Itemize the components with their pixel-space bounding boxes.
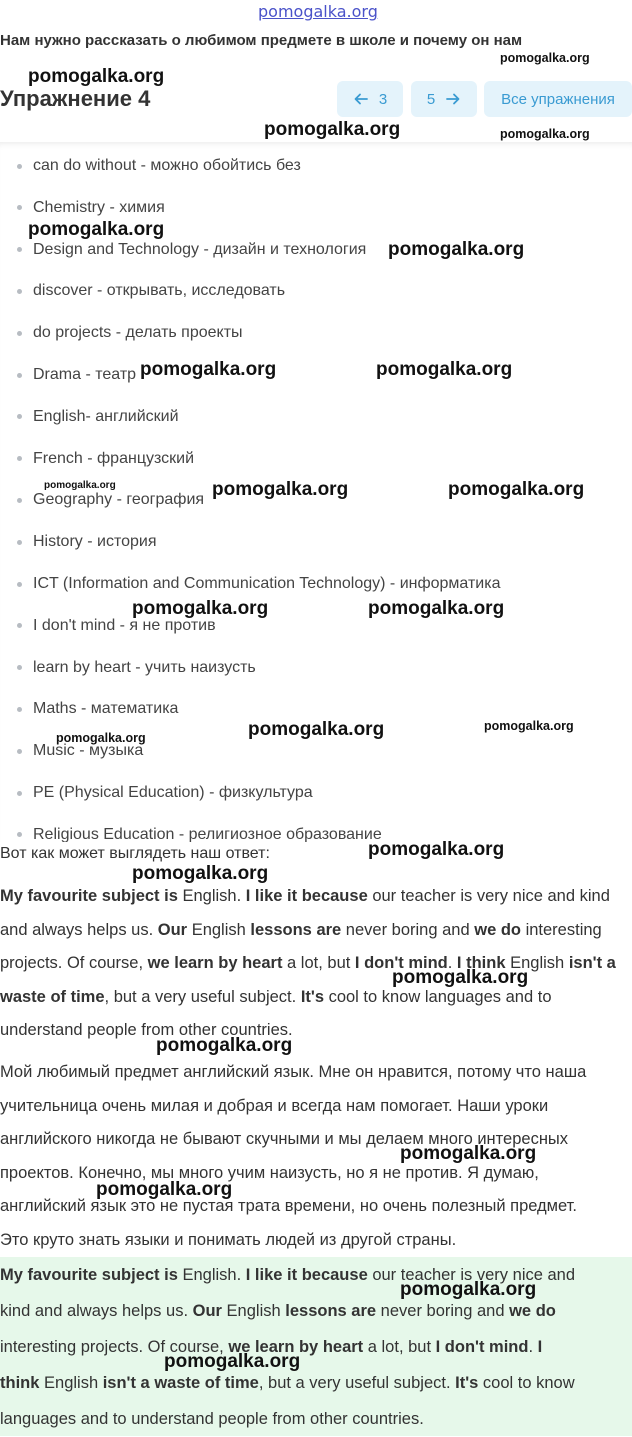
paragraph-line: английского никогда не бывают скучными и мы делаем много интересных [0,1130,569,1148]
arrow-right-icon [445,91,461,107]
watermark: pomogalka.org [400,1143,537,1164]
text-run: a lot, but [282,954,355,972]
vocabulary-text: Design and Technology - дизайн и технология [33,240,367,258]
prev-exercise-label: 3 [378,90,388,108]
text-run: languages and to understand people from other countries. [0,1410,424,1428]
key-phrase: I [537,1338,543,1356]
bullet-icon [17,498,22,503]
key-phrase: isn't a [568,954,616,972]
vocabulary-text: Religious Education - религиозное образование [33,825,382,842]
vocabulary-item [0,772,313,814]
watermark: pomogalka.org [28,66,165,87]
paragraph-line [0,1401,632,1437]
bullet-icon [17,247,22,252]
paragraph-line [0,1329,632,1365]
watermark: pomogalka.org [44,480,116,491]
bullet-icon [17,791,22,796]
text-run: never boring and [341,920,475,939]
bullet-icon [17,205,22,210]
exercise-title: Упражнение 4 [0,86,151,111]
key-phrase: I like it because [245,1266,368,1284]
text-run: English. [177,1266,246,1284]
key-phrase: we do [509,1302,556,1320]
bullet-icon [17,707,22,712]
bullet-icon [17,373,22,378]
bullet-icon [17,582,22,587]
key-phrase: Our [157,920,188,939]
site-logo[interactable]: pomogalka.org [258,2,378,21]
watermark: pomogalka.org [132,863,269,884]
vocabulary-text: French - французский [33,449,195,467]
paragraph-line [0,880,632,914]
paragraph-line [0,947,632,981]
key-phrase: isn't a waste of time [102,1374,259,1392]
watermark: pomogalka.org [392,967,529,988]
bullet-icon [17,414,22,419]
watermark: pomogalka.org [140,359,277,380]
paragraph-line: Мой любимый предмет английский язык. Мне он нравится, потому что наша [0,1063,587,1081]
vocabulary-text: learn by heart - учить наизусть [33,658,256,676]
key-phrase: lessons are [250,920,342,939]
text-run: . [447,954,457,972]
text-run: never boring and [376,1302,510,1320]
next-exercise-button[interactable] [411,81,477,117]
vocabulary-item [0,814,382,842]
bullet-icon [17,164,22,169]
watermark: pomogalka.org [448,479,585,500]
key-phrase: think [0,1374,40,1392]
next-exercise-label: 5 [426,90,436,108]
paragraph-line [0,1257,632,1293]
vocabulary-text: Music - музыка [33,742,144,760]
watermark: pomogalka.org [500,51,590,65]
paragraph-line: Это круто знать языки и понимать людей из другой страны. [0,1230,457,1249]
text-run: . [528,1338,538,1356]
text-run: English [505,954,569,972]
watermark: pomogalka.org [56,731,146,745]
watermark: pomogalka.org [264,119,401,140]
vocabulary-item [0,647,256,689]
text-run: understand people from other countries. [0,1021,293,1039]
vocabulary-text: Drama - театр [33,366,137,383]
key-phrase: My favourite subject is [0,887,178,905]
text-run: our teacher is very nice and kind [367,887,610,905]
watermark: pomogalka.org [28,219,165,240]
vocabulary-item [0,688,178,730]
arrow-left-icon [353,91,369,107]
answer-english [0,880,632,1048]
watermark: pomogalka.org [96,1179,233,1200]
vocabulary-item [0,145,301,187]
vocabulary-text: discover - открывать, исследовать [33,282,286,300]
bullet-icon [17,456,22,461]
vocabulary-text: PE (Physical Education) - физкультура [33,784,313,801]
key-phrase: I don't mind [435,1338,529,1356]
bullet-icon [17,331,22,336]
key-phrase: I don't mind [354,954,448,972]
bullet-icon [17,289,22,294]
watermark: pomogalka.org [484,719,574,733]
watermark: pomogalka.org [368,839,505,860]
key-phrase: we learn by heart [228,1338,364,1356]
watermark: pomogalka.org [132,598,269,619]
vocabulary-item [0,396,179,438]
bullet-icon [17,832,22,837]
prev-exercise-button[interactable] [337,81,403,117]
text-run: English. [177,887,246,905]
answer-intro: Вот как может выглядеть наш ответ: [0,845,270,862]
all-exercises-button[interactable] [484,81,632,117]
bullet-icon [17,540,22,545]
vocabulary-text: do projects - делать проекты [33,324,243,342]
text-run: a lot, but [363,1338,436,1356]
watermark: pomogalka.org [248,719,385,740]
bullet-icon [17,749,22,754]
vocabulary-item [0,354,136,396]
paragraph-line: проектов. Конечно, мы много учим наизусть, но я не против. Я думаю, [0,1163,539,1182]
text-run: English [221,1302,286,1320]
key-phrase: It's [300,987,324,1006]
key-phrase: waste of time [0,987,105,1006]
vocabulary-item [0,312,243,354]
text-run: cool to know languages and to [324,987,552,1006]
vocabulary-text: can do without - можно обойтись без [33,157,301,174]
vocabulary-item [0,521,156,563]
paragraph-line: учительница очень милая и добрая и всегда нам помогает. Наши уроки [0,1096,549,1115]
watermark: pomogalka.org [376,359,513,380]
answer-highlighted [0,1257,632,1436]
key-phrase: I think [456,954,506,972]
key-phrase: I like it because [245,887,368,905]
text-run: English [187,920,251,939]
text-run: English [39,1374,103,1392]
bullet-icon [17,665,22,670]
watermark: pomogalka.org [388,239,525,260]
paragraph-line [0,914,632,948]
key-phrase: It's [455,1374,479,1392]
text-run: cool to know [478,1374,575,1392]
key-phrase: My favourite subject is [0,1266,178,1284]
vocabulary-text: I don't mind - я не против [33,616,216,634]
key-phrase: Our [192,1302,222,1320]
vocabulary-text: Chemistry - химия [33,198,165,216]
text-run: and always helps us. [0,920,158,939]
watermark: pomogalka.org [164,1351,301,1372]
key-phrase: we do [474,920,521,939]
text-run: projects. Of course, [0,954,148,972]
text-run: our teacher is very nice and [367,1266,576,1284]
paragraph-line: английский язык это не пустая трата времени, но очень полезный предмет. [0,1197,577,1215]
key-phrase: lessons are [285,1302,377,1320]
answer-russian [0,1056,632,1257]
vocabulary-item [0,438,194,480]
text-run: kind and always helps us. [0,1302,193,1320]
vocabulary-item [0,270,285,312]
watermark: pomogalka.org [500,127,590,141]
text-run: , but a very useful subject. [258,1374,456,1392]
key-phrase: we learn by heart [147,954,283,972]
text-run: interesting projects. Of course, [0,1338,229,1356]
vocabulary-text: History - история [33,533,157,551]
watermark: pomogalka.org [156,1035,293,1056]
watermark: pomogalka.org [212,479,349,500]
vocabulary-text: ICT (Information and Communication Technology) - информатика [33,575,501,592]
paragraph-line [0,1365,632,1401]
watermark: pomogalka.org [400,1279,537,1300]
vocabulary-text: Geography - география [33,491,205,509]
paragraph-line [0,1293,632,1329]
all-exercises-label: Все упражнения [501,90,615,108]
watermark: pomogalka.org [368,598,505,619]
bullet-icon [17,623,22,628]
paragraph-line [0,981,632,1015]
text-run: interesting [521,920,602,939]
text-run: , but a very useful subject. [104,987,301,1006]
task-title: Нам нужно рассказать о любимом предмете в школе и почему он нам [0,32,523,49]
paragraph-line [0,1014,632,1048]
vocabulary-text: Maths - математика [33,700,179,718]
vocabulary-text: English- английский [33,407,179,425]
